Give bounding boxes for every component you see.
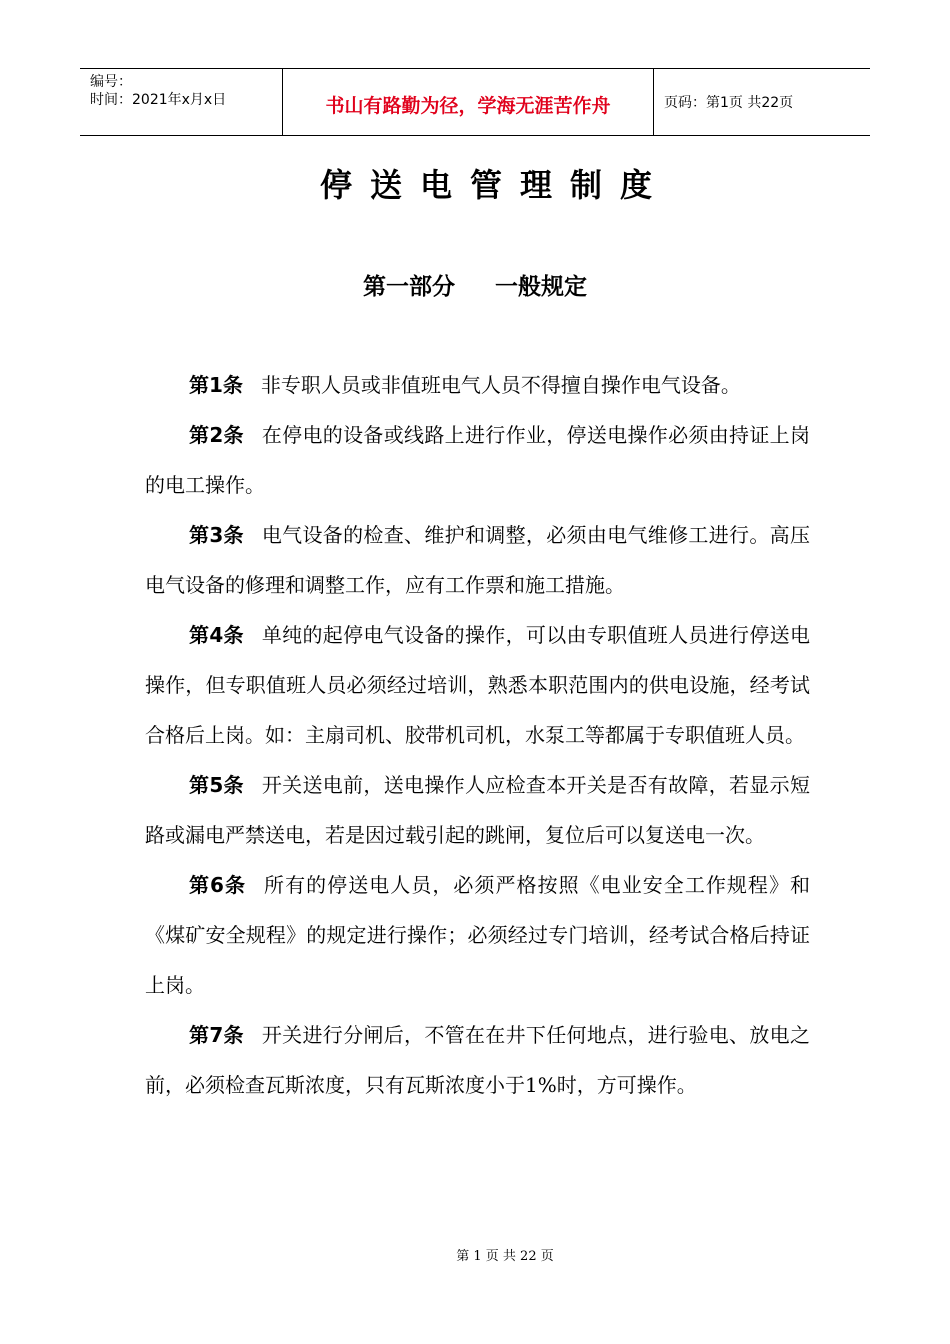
header-page-info: 页码：第1页 共22页 (664, 95, 794, 111)
article-4 (145, 610, 810, 760)
article-6 (145, 860, 810, 1010)
header-motto: 书山有路勤为径，学海无涯苦作舟 (282, 69, 654, 135)
article-7 (145, 1010, 810, 1110)
page-footer: 第 1 页 共 22 页 (456, 1249, 554, 1264)
article-number: 第4条 (189, 623, 244, 647)
article-number: 第7条 (189, 1023, 244, 1047)
document-title: 停送电管理制度 (319, 166, 670, 204)
document-body (145, 360, 810, 1110)
article-text: 非专职人员或非值班电气人员不得擅自操作电气设备。 (260, 373, 741, 397)
article-number: 第2条 (189, 423, 244, 447)
article-text: 在停电的设备或线路上进行作业，停送电操作必须由持证上岗的电工操作。 (145, 423, 810, 497)
header-meta (80, 69, 282, 135)
article-number: 第3条 (189, 523, 244, 547)
number-label: 编号： (90, 74, 132, 90)
article-text: 开关进行分闸后，不管在在井下任何地点，进行验电、放电之前，必须检查瓦斯浓度，只有瓦斯浓度小于1%时，方可操作。 (145, 1023, 810, 1097)
article-number: 第6条 (189, 873, 247, 897)
article-text: 开关送电前，送电操作人应检查本开关是否有故障，若显示短路或漏电严禁送电，若是因过载引起的跳闸，复位后可以复送电一次。 (145, 773, 810, 847)
article-1 (145, 360, 810, 410)
section-title: 第一部分 一般规定 (362, 274, 588, 300)
article-2 (145, 410, 810, 510)
article-3 (145, 510, 810, 610)
article-text: 电气设备的检查、维护和调整，必须由电气维修工进行。高压电气设备的修理和调整工作，应有工作票和施工措施。 (145, 523, 810, 597)
article-text: 所有的停送电人员，必须严格按照《电业安全工作规程》和《煤矿安全规程》的规定进行操作；必须经过专门培训，经考试合格后持证上岗。 (145, 873, 811, 997)
page-header (80, 68, 870, 136)
article-number: 第1条 (189, 373, 243, 397)
article-5 (145, 760, 810, 860)
article-text: 单纯的起停电气设备的操作，可以由专职值班人员进行停送电操作，但专职值班人员必须经过培训，熟悉本职范围内的供电设施，经考试合格后上岗。如：主扇司机、胶带机司机，水泵工等都属于专职值班人员。 (145, 623, 810, 747)
article-number: 第5条 (189, 773, 244, 797)
time-label: 时间：2021年x月x日 (90, 92, 227, 108)
